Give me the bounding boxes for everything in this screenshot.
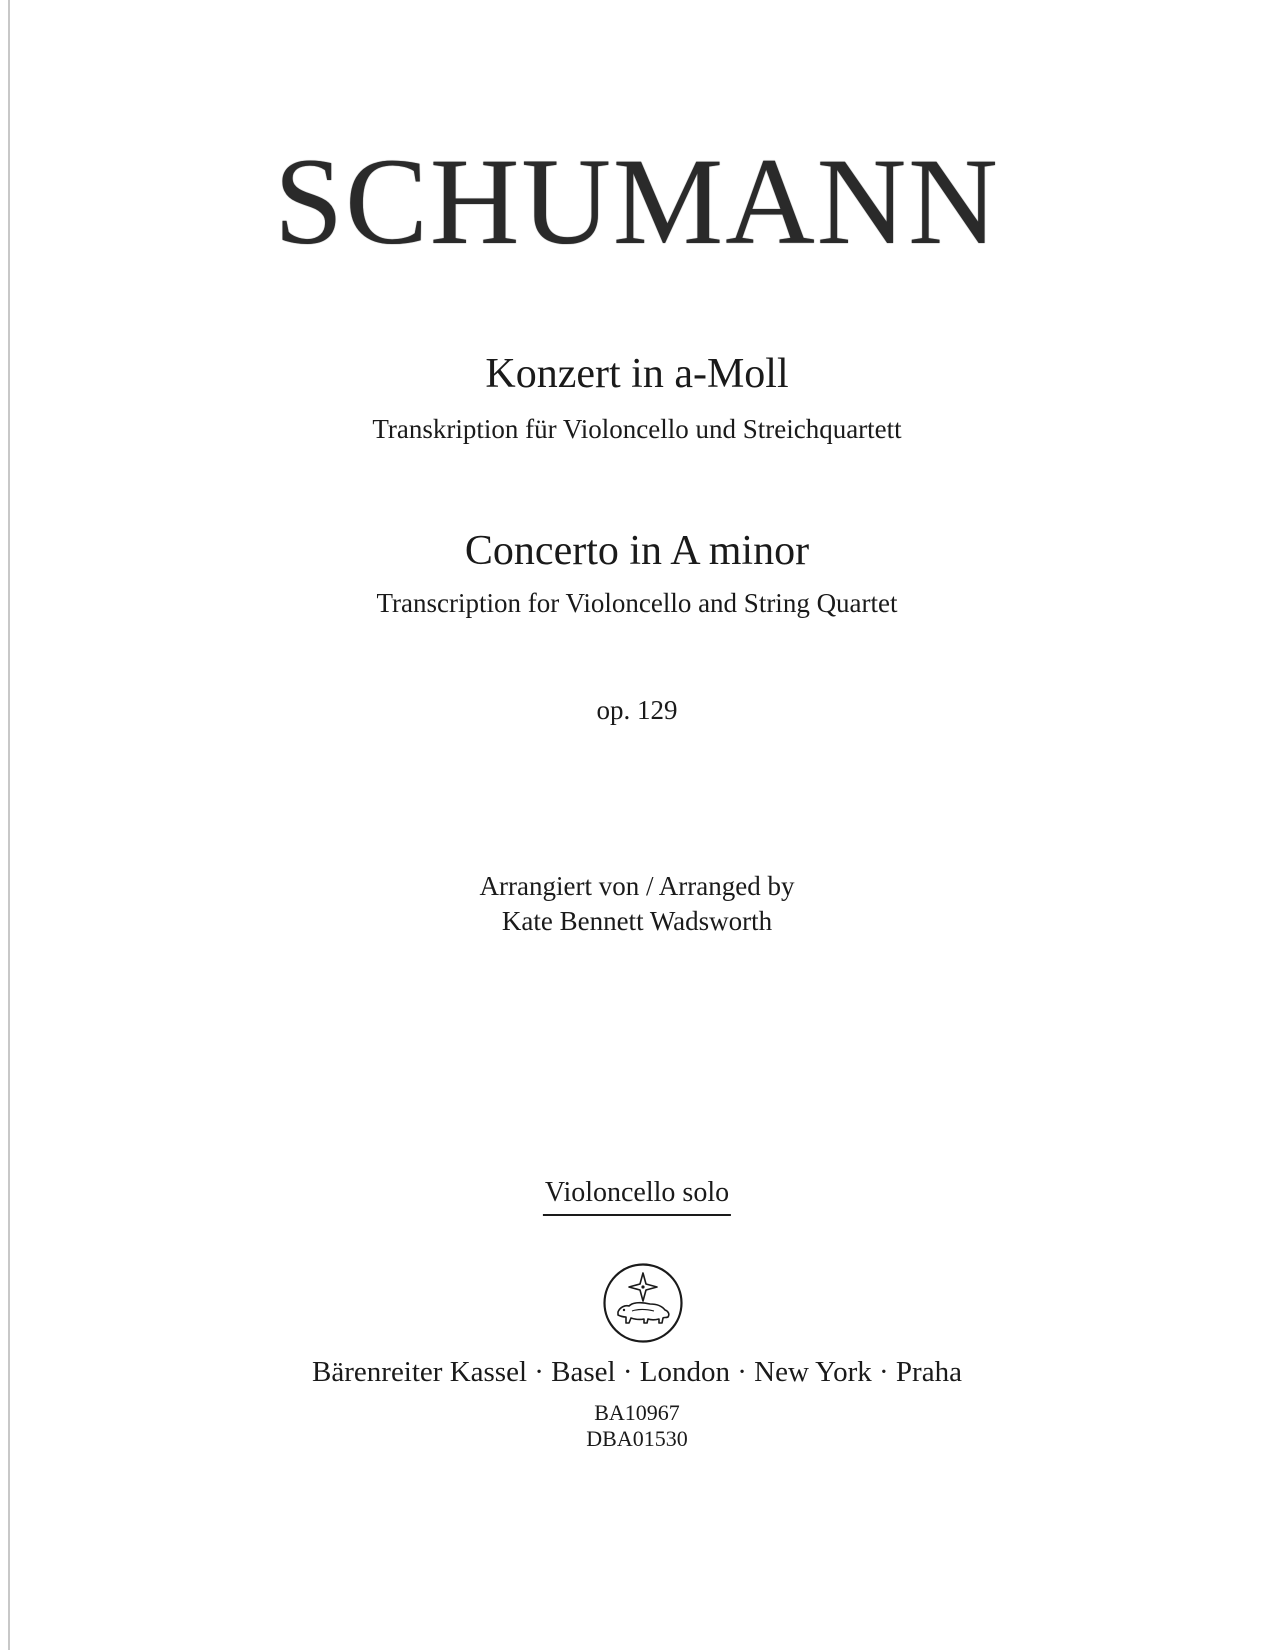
part-name: Violoncello solo — [543, 1179, 731, 1216]
composer-name: SCHUMANN — [274, 133, 1000, 270]
publisher-line: Bärenreiter Kassel · Basel · London · New York · Praha — [312, 1356, 962, 1388]
arranger-name: Kate Bennett Wadsworth — [501, 906, 773, 936]
title-german: Konzert in a-Moll — [485, 351, 789, 397]
subtitle-english: Transcription for Violoncello and String Quartet — [376, 588, 898, 618]
scan-edge-line — [8, 0, 10, 1650]
title-english: Concerto in A minor — [464, 528, 810, 574]
arranged-by-label: Arrangiert von / Arranged by — [479, 871, 795, 901]
baerenreiter-bear-star-logo-icon — [602, 1262, 684, 1344]
part-number: DBA01530 — [586, 1426, 688, 1451]
subtitle-german: Transkription für Violoncello und Streichquartett — [372, 414, 902, 444]
opus-number: op. 129 — [596, 695, 678, 725]
catalog-number: BA10967 — [594, 1400, 680, 1425]
